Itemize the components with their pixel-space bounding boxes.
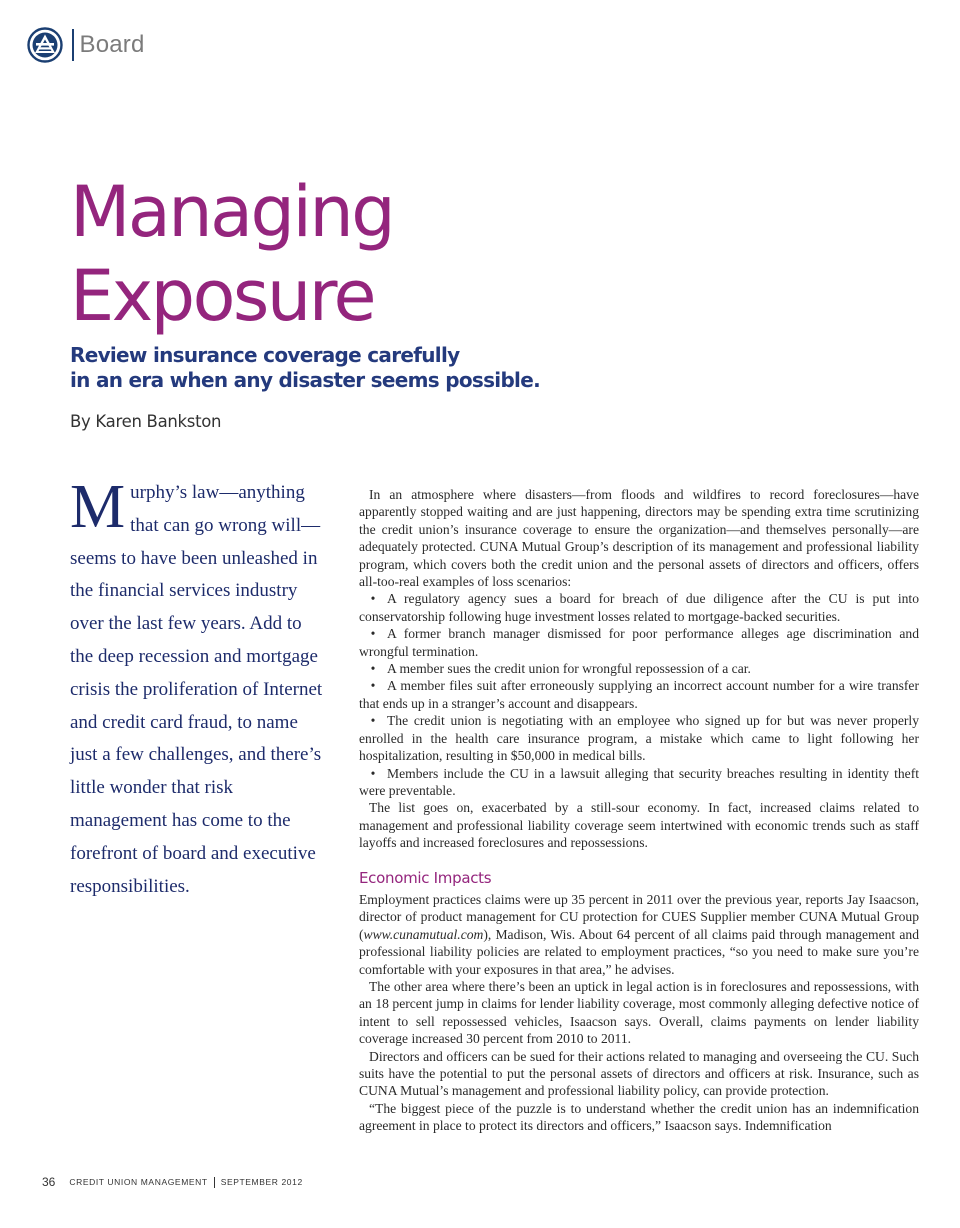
bullet-icon: • <box>370 713 376 729</box>
list-followup-paragraph: The list goes on, exacerbated by a still-sour economy. In fact, increased claims related to management and professional liability coverage seem intertwined with economic trends such as staff layoffs and increased foreclosures and repossessions. <box>359 800 919 851</box>
bullet-icon: • <box>370 765 376 781</box>
publication-name: CREDIT UNION MANAGEMENT <box>69 1177 208 1187</box>
list-item <box>359 590 919 625</box>
cues-logo-icon <box>27 27 63 63</box>
title-line-2: Exposure <box>70 255 375 337</box>
paragraph-text: ), Madison, Wis. About 64 percent of all claims paid through management and professional liability policies are related to employment practices, “so you need to make sure you’re comfortable with your exposures in that area,” he advises. <box>359 926 919 977</box>
list-item-text: The credit union is negotiating with an employee who signed up for but was never properly enrolled in the health care insurance program, a mistake which came to light following her hospitalization, resulting in $50,000 in medical bills. <box>359 713 919 764</box>
economic-paragraph-2: The other area where there’s been an uptick in legal action is in foreclosures and repossessions, with an 18 percent jump in claims for lender liability coverage, most commonly alleging defective notice of intent to sell repossessed vehicles, Isaacson says. Overall, claims payments on lender liability coverage increased 30 percent from 2010 to 2011. <box>359 978 919 1047</box>
byline: By Karen Bankston <box>70 412 222 431</box>
bullet-icon: • <box>370 626 376 642</box>
bullet-icon: • <box>370 678 376 694</box>
economic-paragraph-4: “The biggest piece of the puzzle is to understand whether the credit union has an indemnification agreement in place to protect its directors and officers,” Isaacson says. Indemnification <box>359 1100 919 1134</box>
drop-cap: M <box>70 473 126 541</box>
title-line-1: Managing <box>70 171 394 253</box>
list-item <box>359 625 919 660</box>
section-label: Board <box>79 31 145 58</box>
list-item <box>359 765 919 800</box>
issue-date: SEPTEMBER 2012 <box>220 1177 303 1187</box>
footer-divider <box>214 1177 215 1188</box>
list-item-text: Members include the CU in a lawsuit alleging that security breaches resulting in identity theft were preventable. <box>359 765 919 798</box>
article-body <box>359 486 919 1135</box>
website-link[interactable]: www.cunamutual.com <box>363 926 484 942</box>
economic-paragraph-1 <box>359 891 919 978</box>
bullet-icon: • <box>370 661 376 677</box>
pull-quote-text: urphy’s law—anything that can go wrong will—seems to have been unleashed in the financial services industry over the last few years. Add to the deep recession and mortgage crisis the proliferation of Internet and credit card fraud, to name just a few challenges, and there’s little wonder that risk management has come to the forefront of board and executive responsibilities. <box>70 482 323 897</box>
article-title <box>70 170 393 338</box>
page-footer <box>42 1175 303 1189</box>
list-item <box>359 712 919 764</box>
header-divider <box>72 29 74 61</box>
subtitle-line-2: in an era when any disaster seems possible. <box>70 368 540 392</box>
paragraph-text: Employment practices claims were up 35 percent in 2011 over the previous year, reports Jay Isaacson, director of product management for CU protection for CUES Supplier member CUNA Mutual Group ( <box>359 891 919 942</box>
list-item-text: A regulatory agency sues a board for breach of due diligence after the CU is put into conservatorship following huge investment losses related to mortgage-backed securities. <box>359 591 919 624</box>
page-header <box>27 27 145 63</box>
list-item-text: A member files suit after erroneously supplying an incorrect account number for a wire transfer that ends up in a stranger’s account and disappears. <box>359 678 919 711</box>
bullet-icon: • <box>370 591 376 607</box>
article-subtitle <box>70 343 540 393</box>
list-item <box>359 660 919 677</box>
section-heading-economic-impacts: Economic Impacts <box>359 868 492 887</box>
loss-scenario-list <box>359 590 919 799</box>
pull-quote <box>70 473 328 903</box>
intro-paragraph: In an atmosphere where disasters—from floods and wildfires to record foreclosures—have apparently stopped waiting and are just happening, directors may be spending extra time scrutinizing the credit union’s insurance coverage to ensure the organization—and themselves personally—are adequately protected. CUNA Mutual Group’s description of its management and professional liability program, which covers both the credit union and the personal assets of directors and officers, offers all-too-real examples of loss scenarios: <box>359 487 919 590</box>
page-number: 36 <box>42 1175 56 1189</box>
subtitle-line-1: Review insurance coverage carefully <box>70 343 460 367</box>
list-item-text: A member sues the credit union for wrongful repossession of a car. <box>387 661 751 677</box>
economic-paragraph-3: Directors and officers can be sued for their actions related to managing and overseeing the CU. Such suits have the potential to put the personal assets of directors and officers at risk. Insurance, such as CUNA Mutual’s management and professional liability policy, can provide protection. <box>359 1048 919 1099</box>
list-item-text: A former branch manager dismissed for poor performance alleges age discrimination and wrongful termination. <box>359 626 919 659</box>
list-item <box>359 677 919 712</box>
